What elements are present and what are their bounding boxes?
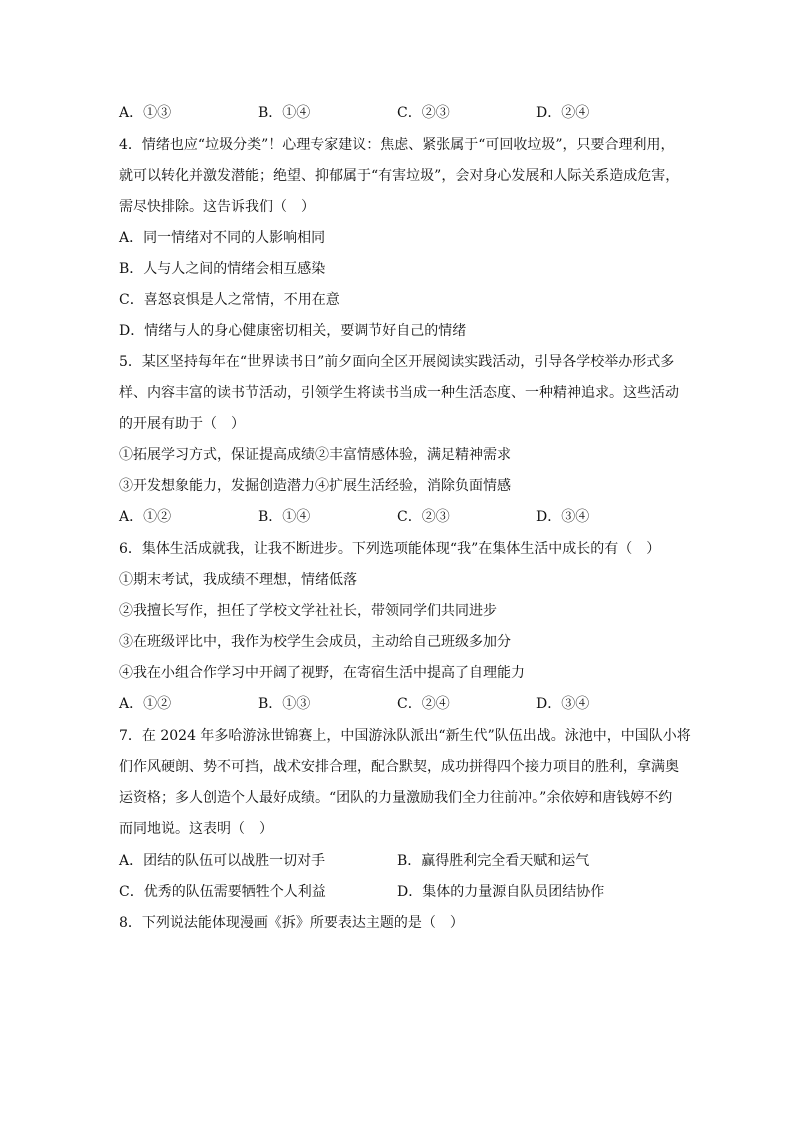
q7-stem-line-1: 7．在 2024 年多哈游泳世锦赛上，中国游泳队派出“新生代”队伍出战。泳池中，中国队小将: [119, 728, 691, 744]
q7-stem-line-4: 而同地说。这表明（ ）: [119, 821, 273, 837]
q6-statement-4: ④我在小组合作学习中开阔了视野，在寄宿生活中提高了自理能力: [119, 665, 525, 681]
q8-stem-line-1: 8．下列说法能体现漫画《拆》所要表达主题的是（ ）: [119, 915, 464, 931]
q6-option-c: C．②④: [397, 696, 450, 712]
q3-option-c: C．②③: [397, 105, 450, 121]
q6-stem-line-1: 6．集体生活成就我，让我不断进步。下列选项能体现“我”在集体生活中成长的有（ ）: [119, 541, 661, 557]
q5-stem-line-1: 5．某区坚持每年在“世界读书日”前夕面向全区开展阅读实践活动，引导各学校举办形式多: [119, 354, 675, 370]
q5-statement-line-2: ③开发想象能力，发掘创造潜力④扩展生活经验，消除负面情感: [119, 478, 511, 494]
q7-option-a: A．团结的队伍可以战胜一切对手: [119, 853, 326, 869]
q4-stem-line-2: 就可以转化并激发潜能；绝望、抑郁属于“有害垃圾”，会对身心发展和人际关系造成危害，: [119, 168, 680, 184]
q5-stem-line-3: 的开展有助于（ ）: [119, 416, 245, 432]
q6-option-a: A．①②: [119, 696, 172, 712]
q7-stem-line-3: 运资格；多人创造个人最好成绩。“团队的力量激励我们全力往前冲。”余依婷和唐钱婷不约: [119, 790, 673, 806]
q3-option-d: D．②④: [536, 105, 590, 121]
q5-option-a: A．①②: [119, 509, 172, 525]
q4-option-a: A．同一情绪对不同的人影响相同: [119, 230, 326, 246]
q7-stem-line-2: 们作风硬朗、势不可挡，战术安排合理，配合默契，成功拼得四个接力项目的胜利，拿满奥: [119, 759, 679, 775]
q6-statement-1: ①期末考试，我成绩不理想，情绪低落: [119, 572, 357, 588]
q3-option-a: A．①③: [119, 105, 172, 121]
q5-option-b: B．①④: [258, 509, 311, 525]
q6-statement-3: ③在班级评比中，我作为校学生会成员，主动给自己班级多加分: [119, 634, 511, 650]
q6-statement-2: ②我擅长写作，担任了学校文学社社长，带领同学们共同进步: [119, 603, 497, 619]
q7-option-d: D．集体的力量源自队员团结协作: [397, 884, 605, 900]
q6-option-d: D．③④: [536, 696, 590, 712]
q4-option-b: B．人与人之间的情绪会相互感染: [119, 261, 326, 277]
q7-option-b: B．赢得胜利完全看天赋和运气: [397, 853, 590, 869]
q5-statement-line-1: ①拓展学习方式，保证提高成绩②丰富情感体验，满足精神需求: [119, 447, 511, 463]
q5-option-d: D．③④: [536, 509, 590, 525]
q7-option-c: C．优秀的队伍需要牺牲个人利益: [119, 884, 326, 900]
q3-option-b: B．①④: [258, 105, 311, 121]
q5-option-c: C．②③: [397, 509, 450, 525]
q4-option-d: D．情绪与人的身心健康密切相关，要调节好自己的情绪: [119, 323, 467, 339]
q6-option-b: B．①③: [258, 696, 311, 712]
q4-stem-line-1: 4．情绪也应“垃圾分类”！心理专家建议：焦虑、紧张属于“可回收垃圾”，只要合理利用，: [119, 137, 675, 153]
q4-option-c: C．喜怒哀惧是人之常情，不用在意: [119, 292, 340, 308]
q5-stem-line-2: 样、内容丰富的读书节活动，引领学生将读书当成一种生活态度、一种精神追求。这些活动: [119, 385, 679, 401]
q4-stem-line-3: 需尽快排除。这告诉我们（ ）: [119, 199, 315, 215]
